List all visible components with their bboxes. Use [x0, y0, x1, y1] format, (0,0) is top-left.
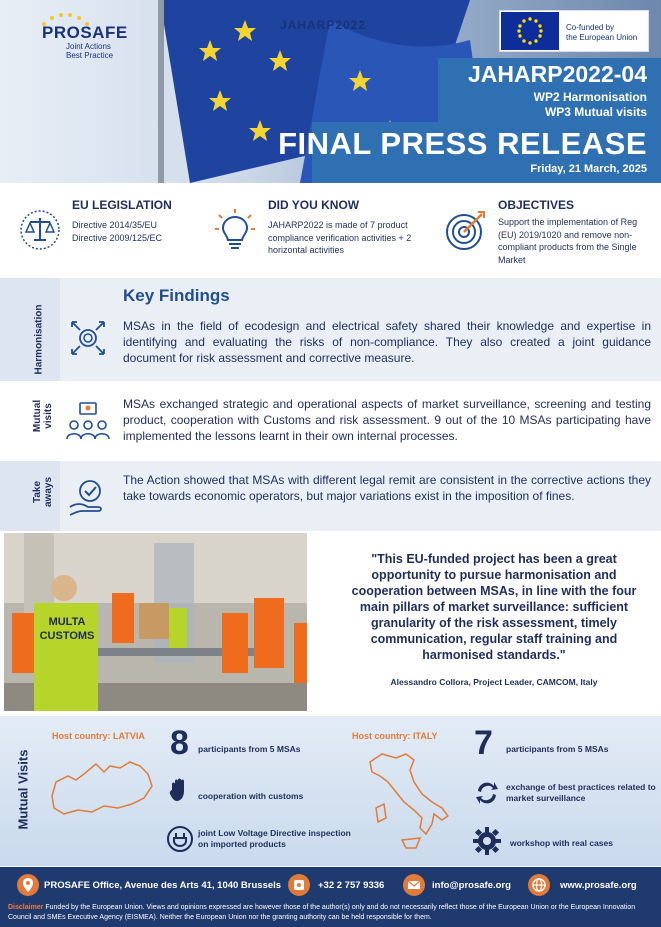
latvia-item-2: joint Low Voltage Directive inspection on imported products — [198, 828, 351, 849]
group-people-icon — [66, 401, 110, 443]
hand-stop-icon — [168, 778, 190, 802]
latvia-host: Host country: LATVIA — [52, 731, 145, 741]
phone-icon — [288, 874, 310, 896]
key-findings-title: Key Findings — [123, 286, 230, 305]
plug-icon — [166, 825, 194, 853]
quote-text: "This EU-funded project has been a great opportunity to pursue harmonisation and cooperation between MSAs, in line with the four main pillars of market surveillance: sufficient granularity of the risk assessment, timely communication, regular staff training and harmonised standards." — [351, 552, 637, 662]
jaharp-badge: JAHARP2022 — [280, 18, 367, 32]
objectives-text: Support the implementation of Reg (EU) 2019/1020 and remove non-compliant products from the Single Market — [498, 217, 638, 265]
disclaimer: Disclaimer Funded by the European Union. Views and opinions expressed are however those of the author(s) only and do not necessarily reflect those of the European Union or the European Innovation Council and SMEs Executive Agency (EISMEA). Neither the European Union nor the granting authority can be held responsible for them. — [8, 904, 636, 921]
legislation-title: EU LEGISLATION — [72, 198, 172, 212]
objectives-title: OBJECTIVES — [498, 198, 575, 212]
footer-web[interactable]: www.prosafe.org — [560, 880, 637, 891]
inspection-photo — [4, 533, 307, 711]
globe-icon — [528, 874, 550, 896]
italy-map — [362, 748, 458, 858]
gear-icon — [472, 826, 502, 856]
vest-text-1: MULTA — [48, 616, 86, 628]
cofunded-text: Co-funded by the European Union — [566, 23, 638, 42]
wp2-label: WP2 Harmonisation — [533, 90, 647, 104]
vest-text-2: CUSTOMS — [39, 630, 95, 642]
legislation-1: Directive 2014/35/EU — [72, 220, 158, 230]
mutual-text: MSAs exchanged strategic and operational aspects of market surveillance, screening and testing product, cooperation with Customs and risk assessment. 9 out of the 10 MSAs participating have implemented the lessons learnt in their own internal processes. — [123, 397, 651, 443]
takeaways-label: Take aways — [32, 476, 54, 508]
scales-of-justice-icon — [16, 208, 64, 252]
didyouknow-title: DID YOU KNOW — [268, 198, 360, 212]
lightbulb-icon — [213, 207, 257, 253]
latvia-number: 8 — [170, 724, 189, 762]
italy-number: 7 — [474, 724, 493, 762]
logo-name: PROSAFE — [42, 23, 128, 42]
header-banner — [0, 0, 661, 183]
exchange-arrows-icon — [474, 780, 500, 806]
footer-address: PROSAFE Office, Avenue des Arts 41, 1040 Brussels — [44, 880, 282, 891]
quote-author: Alessandro Collora, Project Leader, CAMCOM, Italy — [390, 677, 598, 687]
italy-item-1: exchange of best practices related to market surveillance — [506, 782, 656, 803]
latvia-map — [48, 752, 158, 824]
email-icon — [403, 874, 425, 896]
footer-email[interactable]: info@prosafe.org — [432, 880, 511, 891]
harmonisation-label: Harmonisation — [33, 304, 45, 375]
mutual-visits-label: Mutual Visits — [15, 749, 31, 830]
page-title: FINAL PRESS RELEASE — [278, 126, 647, 161]
prosafe-logo — [14, 10, 129, 60]
mutual-label: Mutual visits — [32, 399, 54, 433]
italy-host: Host country: ITALY — [352, 731, 438, 741]
latvia-item-1: cooperation with customs — [198, 791, 304, 801]
hand-check-icon — [68, 477, 108, 517]
didyouknow-text: JAHARP2022 is made of 7 product compliance verification activities + 2 horizontal activities — [268, 220, 412, 255]
harmonisation-text: MSAs in the field of ecodesign and electrical safety shared their knowledge and expertise in identifying and evaluating the risks of non-compliance. They also created a joint guidance document for risk assessment and corrective measure. — [123, 319, 651, 365]
logo-tagline: Joint Actions Best Practice — [66, 42, 114, 60]
legislation-2: Directive 2009/125/EC — [72, 233, 163, 243]
release-date: Friday, 21 March, 2025 — [530, 163, 647, 175]
arrows-exchange-icon — [68, 318, 108, 358]
project-code: JAHARP2022-04 — [468, 61, 647, 87]
location-icon — [17, 874, 39, 896]
eu-cofunded-box — [499, 10, 649, 52]
takeaways-text: The Action showed that MSAs with different legal remit are consistent in the corrective actions they take towards economic operators, but major variations exist in the imposition of fines. — [123, 473, 651, 503]
latvia-participants: participants from 5 MSAs — [198, 744, 301, 754]
footer-phone[interactable]: +32 2 757 9336 — [318, 880, 385, 891]
target-icon — [442, 208, 490, 252]
eu-flag-icon — [501, 12, 559, 50]
wp3-label: WP3 Mutual visits — [544, 105, 647, 119]
italy-participants: participants from 5 MSAs — [506, 744, 609, 754]
italy-item-2: workshop with real cases — [510, 838, 613, 848]
